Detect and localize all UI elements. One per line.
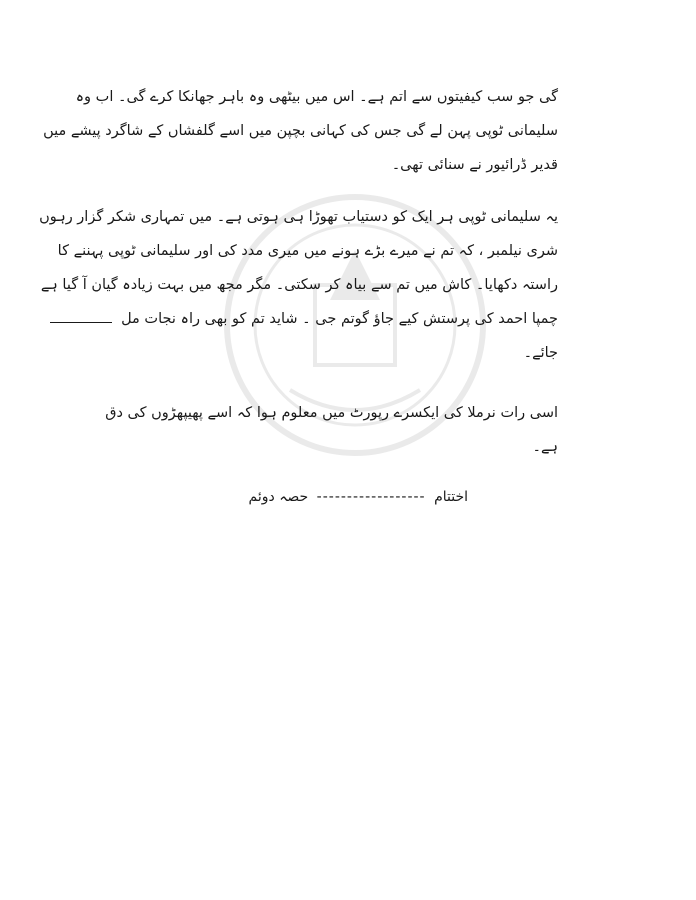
text-line: چمپا احمد کی پرستش کیے جاؤ گوتم جی ۔ شاید تم کو بھی راہ نجات مل bbox=[121, 311, 558, 327]
text-line: سلیمانی ٹوپی پہن لے گی جس کی کہانی بچپن میں اسے گلفشاں کے شاگرد پیشے میں bbox=[43, 123, 558, 139]
text-line: شری نیلمبر ، کہ تم نے میرے بڑے ہونے میں میری مدد کی اور سلیمانی ٹوپی پہننے کا bbox=[57, 243, 558, 259]
paragraph-2 bbox=[39, 200, 558, 370]
text-line-with-blank bbox=[121, 302, 558, 336]
text-line: جائے۔ bbox=[523, 345, 558, 361]
text-line: یہ سلیمانی ٹوپی ہر ایک کو دستیاب تھوڑا ہی ہوتی ہے۔ میں تمہاری شکر گزار رہوں bbox=[39, 209, 558, 225]
text-line: ہے۔ bbox=[532, 439, 558, 455]
text-line: راستہ دکھایا۔ کاش میں تم سے بیاہ کر سکتی۔ مگر مجھ میں بہت زیادہ گیان آ گیا ہے bbox=[40, 277, 558, 293]
ending-word: اختتام bbox=[434, 489, 468, 505]
ending-section-label: حصہ دوئم bbox=[248, 489, 309, 505]
text-line: قدیر ڈرائیور نے سنائی تھی۔ bbox=[391, 157, 558, 173]
blank-underline bbox=[50, 304, 112, 323]
paragraph-3 bbox=[105, 396, 558, 464]
paragraph-1 bbox=[43, 80, 558, 182]
section-ending bbox=[206, 482, 468, 512]
ending-dashes: ------------------ bbox=[316, 489, 426, 505]
text-line: اسی رات نرملا کی ایکسرے رپورٹ میں معلوم ہوا کہ اسے پھیپھڑوں کی دق bbox=[105, 405, 558, 421]
text-line: گی جو سب کیفیتوں سے اتم ہے۔ اس میں بیٹھی وہ باہر جھانکا کرے گی۔ اب وہ bbox=[75, 89, 558, 105]
